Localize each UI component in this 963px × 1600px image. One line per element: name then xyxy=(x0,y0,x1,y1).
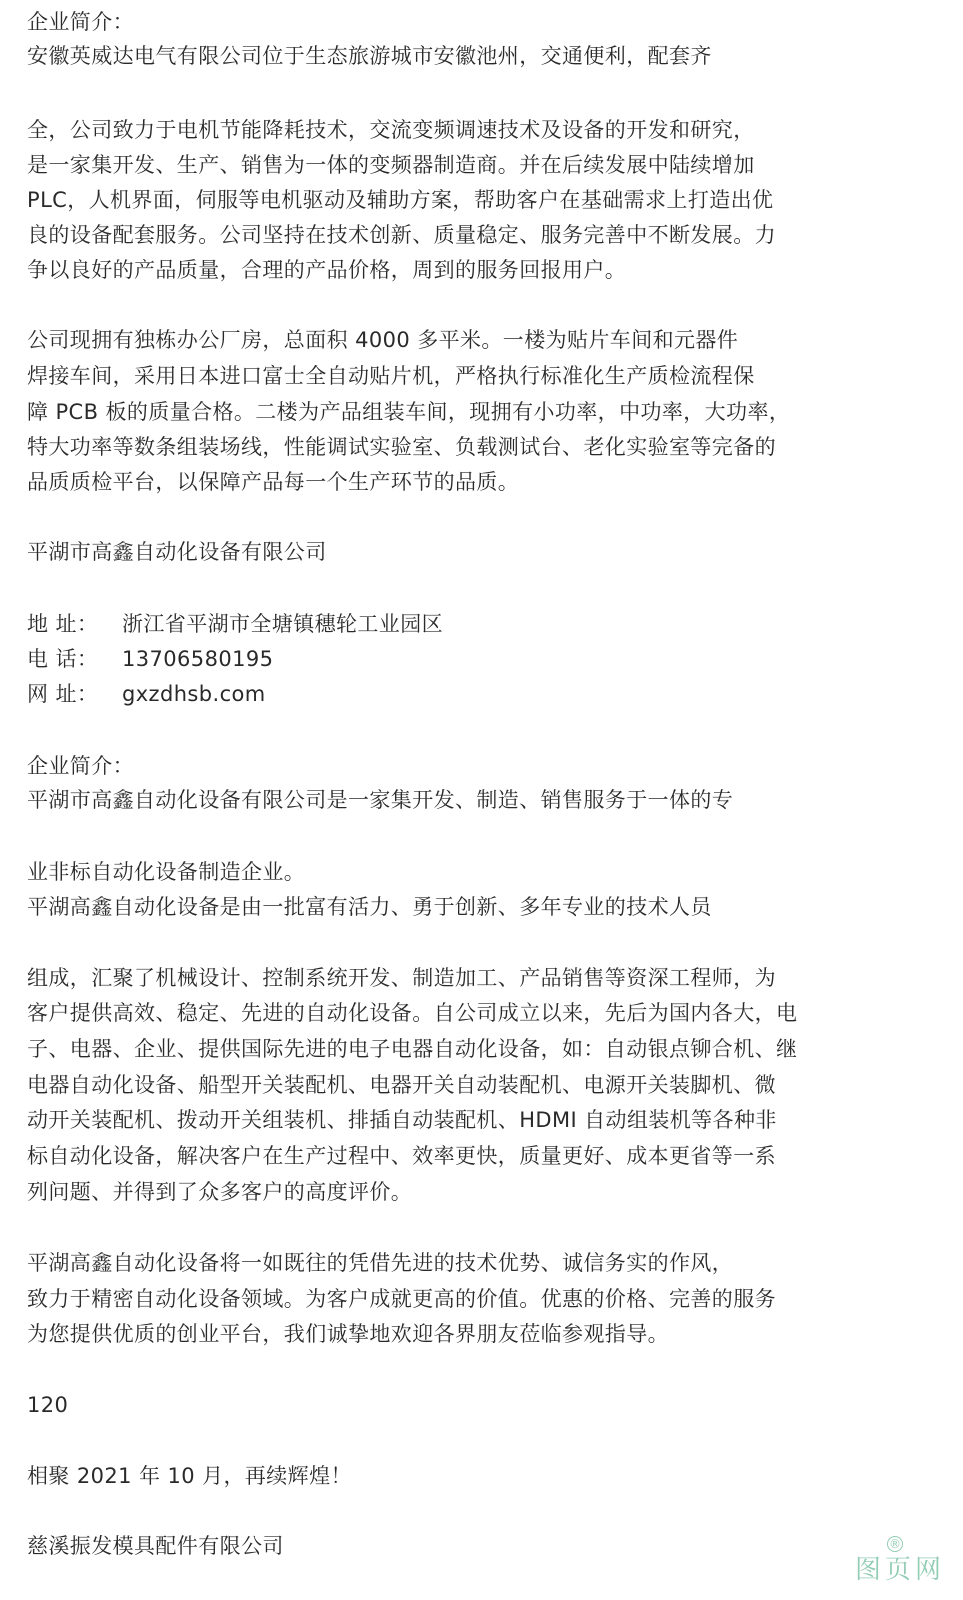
section1-para2-line: 品质质检平台，以保障产品每一个生产环节的品质。 xyxy=(27,470,520,494)
booth-number: 120 xyxy=(27,1393,69,1417)
section1-line: 安徽英威达电气有限公司位于生态旅游城市安徽池州，交通便利，配套齐 xyxy=(27,44,712,68)
website-value: gxzdhsb.com xyxy=(122,682,266,706)
section1-line: 争以良好的产品质量，合理的产品价格，周到的服务回报用户。 xyxy=(27,258,627,282)
section1-para2-line: 焊接车间，采用日本进口富士全自动贴片机，严格执行标准化生产质检流程保 xyxy=(27,364,755,388)
company2-line: 标自动化设备，解决客户在生产过程中、效率更快，质量更好、成本更省等一系 xyxy=(27,1144,776,1168)
slogan: 相聚 2021 年 10 月，再续辉煌！ xyxy=(27,1464,352,1488)
company2-line: 动开关装配机、拨动开关组装机、排插自动装配机、HDMI 自动组装机等各种非 xyxy=(27,1108,777,1132)
section1-para2-line: 特大功率等数条组装场线，性能调试实验室、负载测试台、老化实验室等完备的 xyxy=(27,435,776,459)
section1-line: 全，公司致力于电机节能降耗技术，交流变频调速技术及设备的开发和研究， xyxy=(27,118,755,142)
website-label: 网 址： xyxy=(27,682,99,706)
company2-address xyxy=(27,610,443,638)
company2-phone xyxy=(27,645,273,673)
company2-closing-line: 为您提供优质的创业平台，我们诚挚地欢迎各界朋友莅临参观指导。 xyxy=(27,1322,669,1346)
company2-line: 列问题、并得到了众多客户的高度评价。 xyxy=(27,1180,413,1204)
company2-closing-line: 平湖高鑫自动化设备将一如既往的凭借先进的技术优势、诚信务实的作风， xyxy=(27,1251,734,1275)
section1-line: PLC，人机界面，伺服等电机驱动及辅助方案，帮助客户在基础需求上打造出优 xyxy=(27,188,774,212)
address-value: 浙江省平湖市全塘镇穗轮工业园区 xyxy=(122,612,443,636)
company2-line: 平湖市高鑫自动化设备有限公司是一家集开发、制造、销售服务于一体的专 xyxy=(27,788,734,812)
company2-closing-line: 致力于精密自动化设备领域。为客户成就更高的价值。优惠的价格、完善的服务 xyxy=(27,1287,776,1311)
company2-heading: 企业简介： xyxy=(27,754,134,778)
phone-value: 13706580195 xyxy=(122,647,274,671)
address-label: 地 址： xyxy=(27,612,99,636)
company2-name: 平湖市高鑫自动化设备有限公司 xyxy=(27,540,327,564)
section1-heading: 企业简介： xyxy=(27,10,134,34)
section1-para2-line: 障 PCB 板的质量合格。二楼为产品组装车间，现拥有小功率，中功率，大功率， xyxy=(27,400,791,424)
company2-line: 电器自动化设备、船型开关装配机、电器开关自动装配机、电源开关装脚机、微 xyxy=(27,1073,776,1097)
phone-label: 电 话： xyxy=(27,647,99,671)
company2-website xyxy=(27,680,266,708)
company2-line: 业非标自动化设备制造企业。 xyxy=(27,860,306,884)
company2-line: 客户提供高效、稳定、先进的自动化设备。自公司成立以来，先后为国内各大，电 xyxy=(27,1001,798,1025)
company2-line: 平湖高鑫自动化设备是由一批富有活力、勇于创新、多年专业的技术人员 xyxy=(27,895,712,919)
section1-line: 良的设备配套服务。公司坚持在技术创新、质量稳定、服务完善中不断发展。力 xyxy=(27,223,776,247)
section1-para2-line: 公司现拥有独栋办公厂房，总面积 4000 多平米。一楼为贴片车间和元器件 xyxy=(27,328,739,352)
section1-line: 是一家集开发、生产、销售为一体的变频器制造商。并在后续发展中陆续增加 xyxy=(27,153,755,177)
company3-name: 慈溪振发模具配件有限公司 xyxy=(27,1534,284,1558)
registered-mark-icon: ® xyxy=(889,1537,901,1551)
company2-line: 子、电器、企业、提供国际先进的电子电器自动化设备，如：自动银点铆合机、继 xyxy=(27,1037,798,1061)
company2-line: 组成，汇聚了机械设计、控制系统开发、制造加工、产品销售等资深工程师，为 xyxy=(27,966,776,990)
site-watermark: 图页网 xyxy=(854,1555,945,1585)
